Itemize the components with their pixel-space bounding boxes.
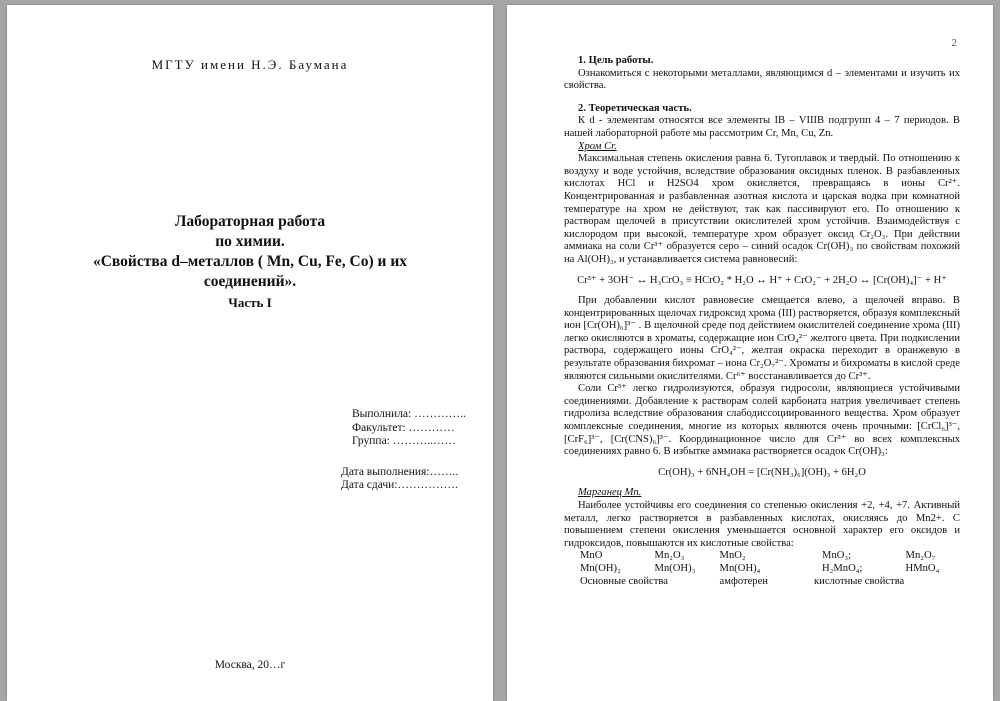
table-row xyxy=(564,550,960,563)
field-group: Группа: ………..…… xyxy=(352,435,457,447)
table-row xyxy=(564,576,960,589)
content-page xyxy=(507,5,993,701)
table-cell: H₂MnO₄; xyxy=(822,562,863,574)
table-cell: HMnO₄ xyxy=(905,562,940,574)
paragraph: Соли Cr³⁺ легко гидролизуются, образуя гидросоли, являющиеся устойчивыми соединениями. Добавление к растворам солей карбоната натрия увеличивает степень гидролиза вследствие образования слабодиссоциированного вещества. Хром образует комплексные соединения, многие из которых являются очень прочными: [CrCl₆]³⁻, [CrF₆]³⁻, [Cr(CNS)₆]³⁻. Координационное число для Cr³⁺ во всех комплексных соединениях равно 6. В избытке аммиака растворяется осадок Cr(OH)₃: xyxy=(564,383,960,458)
author-fields xyxy=(341,408,466,493)
field-performed: Выполнила: ………….. xyxy=(352,408,466,420)
city-year: Москва, 20…г xyxy=(214,659,286,671)
paragraph: Ознакомиться с некоторыми металлами, являющимся d – элементами и изучить их свойства. xyxy=(564,67,960,92)
table-cell: Mn₂O₃ xyxy=(654,550,685,562)
table-cell: MnO xyxy=(580,550,603,562)
equation: Cr(OH)₃ + 6NH₄OH = [Cr(NH₃)₆](OH)₃ + 6H₂O xyxy=(658,466,866,478)
table-cell: MnO₃; xyxy=(822,550,852,562)
paragraph: При добавлении кислот равновесие смещается влево, а щелочей вправо. В концентрированных щелочах гидроксид хрома (III) растворяется, образуя комплексный ион [Cr(OH)₆]³⁻ . В щелочной среде под действием окислителей соединение хрома (III) легко окисляются в хроматы, содержащие ион CrO₄²⁻ желтого цвета. При подкислении раствора, содержащего ионы CrO₄²⁻, желтая окраска переходит в оранжевую в результате образования бихромат – иона Cr₂O₇²⁻. Хроматы и бихроматы в кислой среде являются сильными окислителями. Cr⁶⁺ восстанавливается до Cr³⁺. xyxy=(564,295,960,382)
part-label: Часть I xyxy=(228,295,272,310)
table-cell: MnO₂ xyxy=(719,550,746,562)
field-faculty: Факультет: ………… xyxy=(352,421,455,434)
table-cell: Mn(OH)₄ xyxy=(719,562,761,574)
subsection-heading: Хром Cr. xyxy=(578,140,617,152)
title-page xyxy=(7,5,493,701)
paragraph: Максимальная степень окисления равна 6. Тугоплавок и твердый. По отношению к воздуху и воде устойчив, вследствие образования оксидных пленок. В разбавленных кислотах HCl и H2SO4 хром окисляется, превращаясь в ионы Cr²⁺. Концентрированная и разбавленная азотная кислота и царская водка при комнатной температуре на хром не действуют, так как пассивируют его. По отношению к растворам щелочей в присутствии окислителей хром устойчив. Взаимодействуя с кислородом при высокой, температуре хром образует оксид Cr₂O₃. При действии аммиака на соли Cr³⁺ образуется серо – синий осадок Cr(OH)₃ по свойствам похожий на Al(OH)₃, и устанавливается система равновесий: xyxy=(564,153,960,265)
section-heading: 2. Теоретическая часть. xyxy=(578,102,692,114)
title-line: Лабораторная работа xyxy=(174,213,326,230)
table-cell: кислотные свойства xyxy=(814,575,905,587)
page-number: 2 xyxy=(951,37,957,49)
table-cell: амфотерен xyxy=(719,575,768,587)
field-date-done: Дата выполнения:…….. xyxy=(341,465,459,478)
field-date-submit: Дата сдачи:……………. xyxy=(341,479,458,491)
paragraph: Наиболее устойчивы его соединения со степенью окисления +2, +4, +7. Активный металл, легко растворяется в разбавленных кислотах, окисляясь до Mn2+. С повышением степени окисления уменьшается основной характер его оксидов и гидроксидов, повышаются их кислотные свойства: xyxy=(564,500,960,549)
paragraph: К d - элементам относятся все элементы IB – VIIIB подгрупп 4 – 7 периодов. В нашей лабораторной работе мы рассмотрим Cr, Mn, Cu, Zn. xyxy=(564,115,960,139)
table-cell: Основные свойства xyxy=(580,575,668,587)
manganese-compounds-table xyxy=(564,550,960,588)
page-body xyxy=(564,55,960,588)
table-cell: Mn(OH)₂ xyxy=(580,562,621,574)
title-line: соединений». xyxy=(203,273,297,290)
university-name: МГТУ имени Н.Э. Баумана xyxy=(151,57,349,72)
table-cell: Mn(OH)₃ xyxy=(654,562,696,574)
table-row xyxy=(564,563,960,576)
equation: Cr³⁺ + 3OH⁻ ↔ H₃CrO₃ ≡ HCrO₂ * H₂O ↔ H⁺ + CrO₂⁻ + 2H₂O ↔ [Cr(OH)₄]⁻ + H⁺ xyxy=(577,274,947,286)
subsection-heading: Марганец Mn. xyxy=(578,487,642,499)
section-heading: 1. Цель работы. xyxy=(578,55,654,66)
document-title xyxy=(47,212,453,312)
title-line: по химии. xyxy=(215,233,285,250)
title-line: «Свойства d–металлов ( Mn, Cu, Fe, Co) и их xyxy=(92,253,408,270)
table-cell: Mn₂O₇ xyxy=(905,550,936,562)
